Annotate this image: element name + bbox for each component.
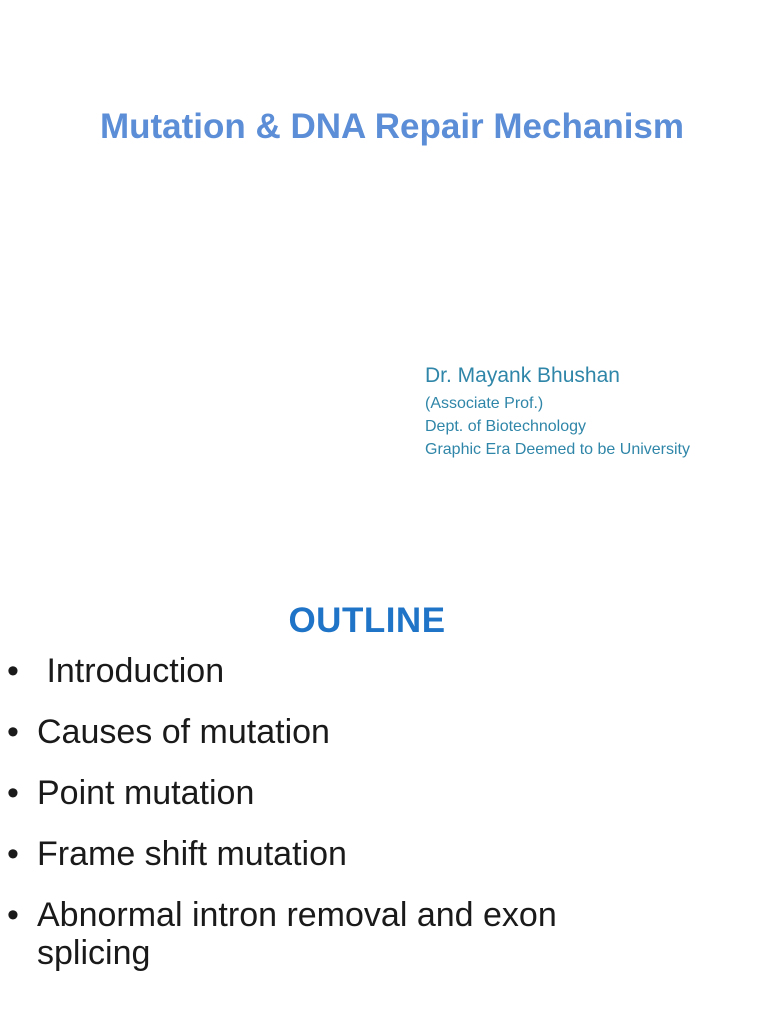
bullet-icon: • <box>7 713 19 751</box>
author-university: Graphic Era Deemed to be University <box>425 441 690 458</box>
author-role: (Associate Prof.) <box>425 395 544 412</box>
presentation-title: Mutation & DNA Repair Mechanism <box>99 107 685 146</box>
bullet-icon: • <box>7 774 19 812</box>
outline-slide <box>0 560 768 1024</box>
outline-item-label: Introduction <box>37 652 225 690</box>
outline-item-label: Point mutation <box>37 774 255 812</box>
outline-item-introduction <box>0 652 760 690</box>
author-department: Dept. of Biotechnology <box>425 418 586 435</box>
author-name: Dr. Mayank Bhushan <box>425 364 620 387</box>
outline-item-causes <box>0 713 760 751</box>
outline-heading: OUTLINE <box>288 601 446 640</box>
outline-item-intron-exon <box>0 896 677 972</box>
bullet-icon: • <box>7 652 19 690</box>
outline-item-point-mutation <box>0 774 760 812</box>
bullet-icon: • <box>7 835 19 873</box>
outline-item-frame-shift <box>0 835 760 873</box>
outline-item-label: Abnormal intron removal and exon splicing <box>37 896 557 972</box>
author-block <box>425 362 690 461</box>
outline-list <box>0 652 760 995</box>
outline-item-label: Causes of mutation <box>37 713 330 751</box>
outline-item-label: Frame shift mutation <box>37 835 347 873</box>
bullet-icon: • <box>7 896 19 934</box>
